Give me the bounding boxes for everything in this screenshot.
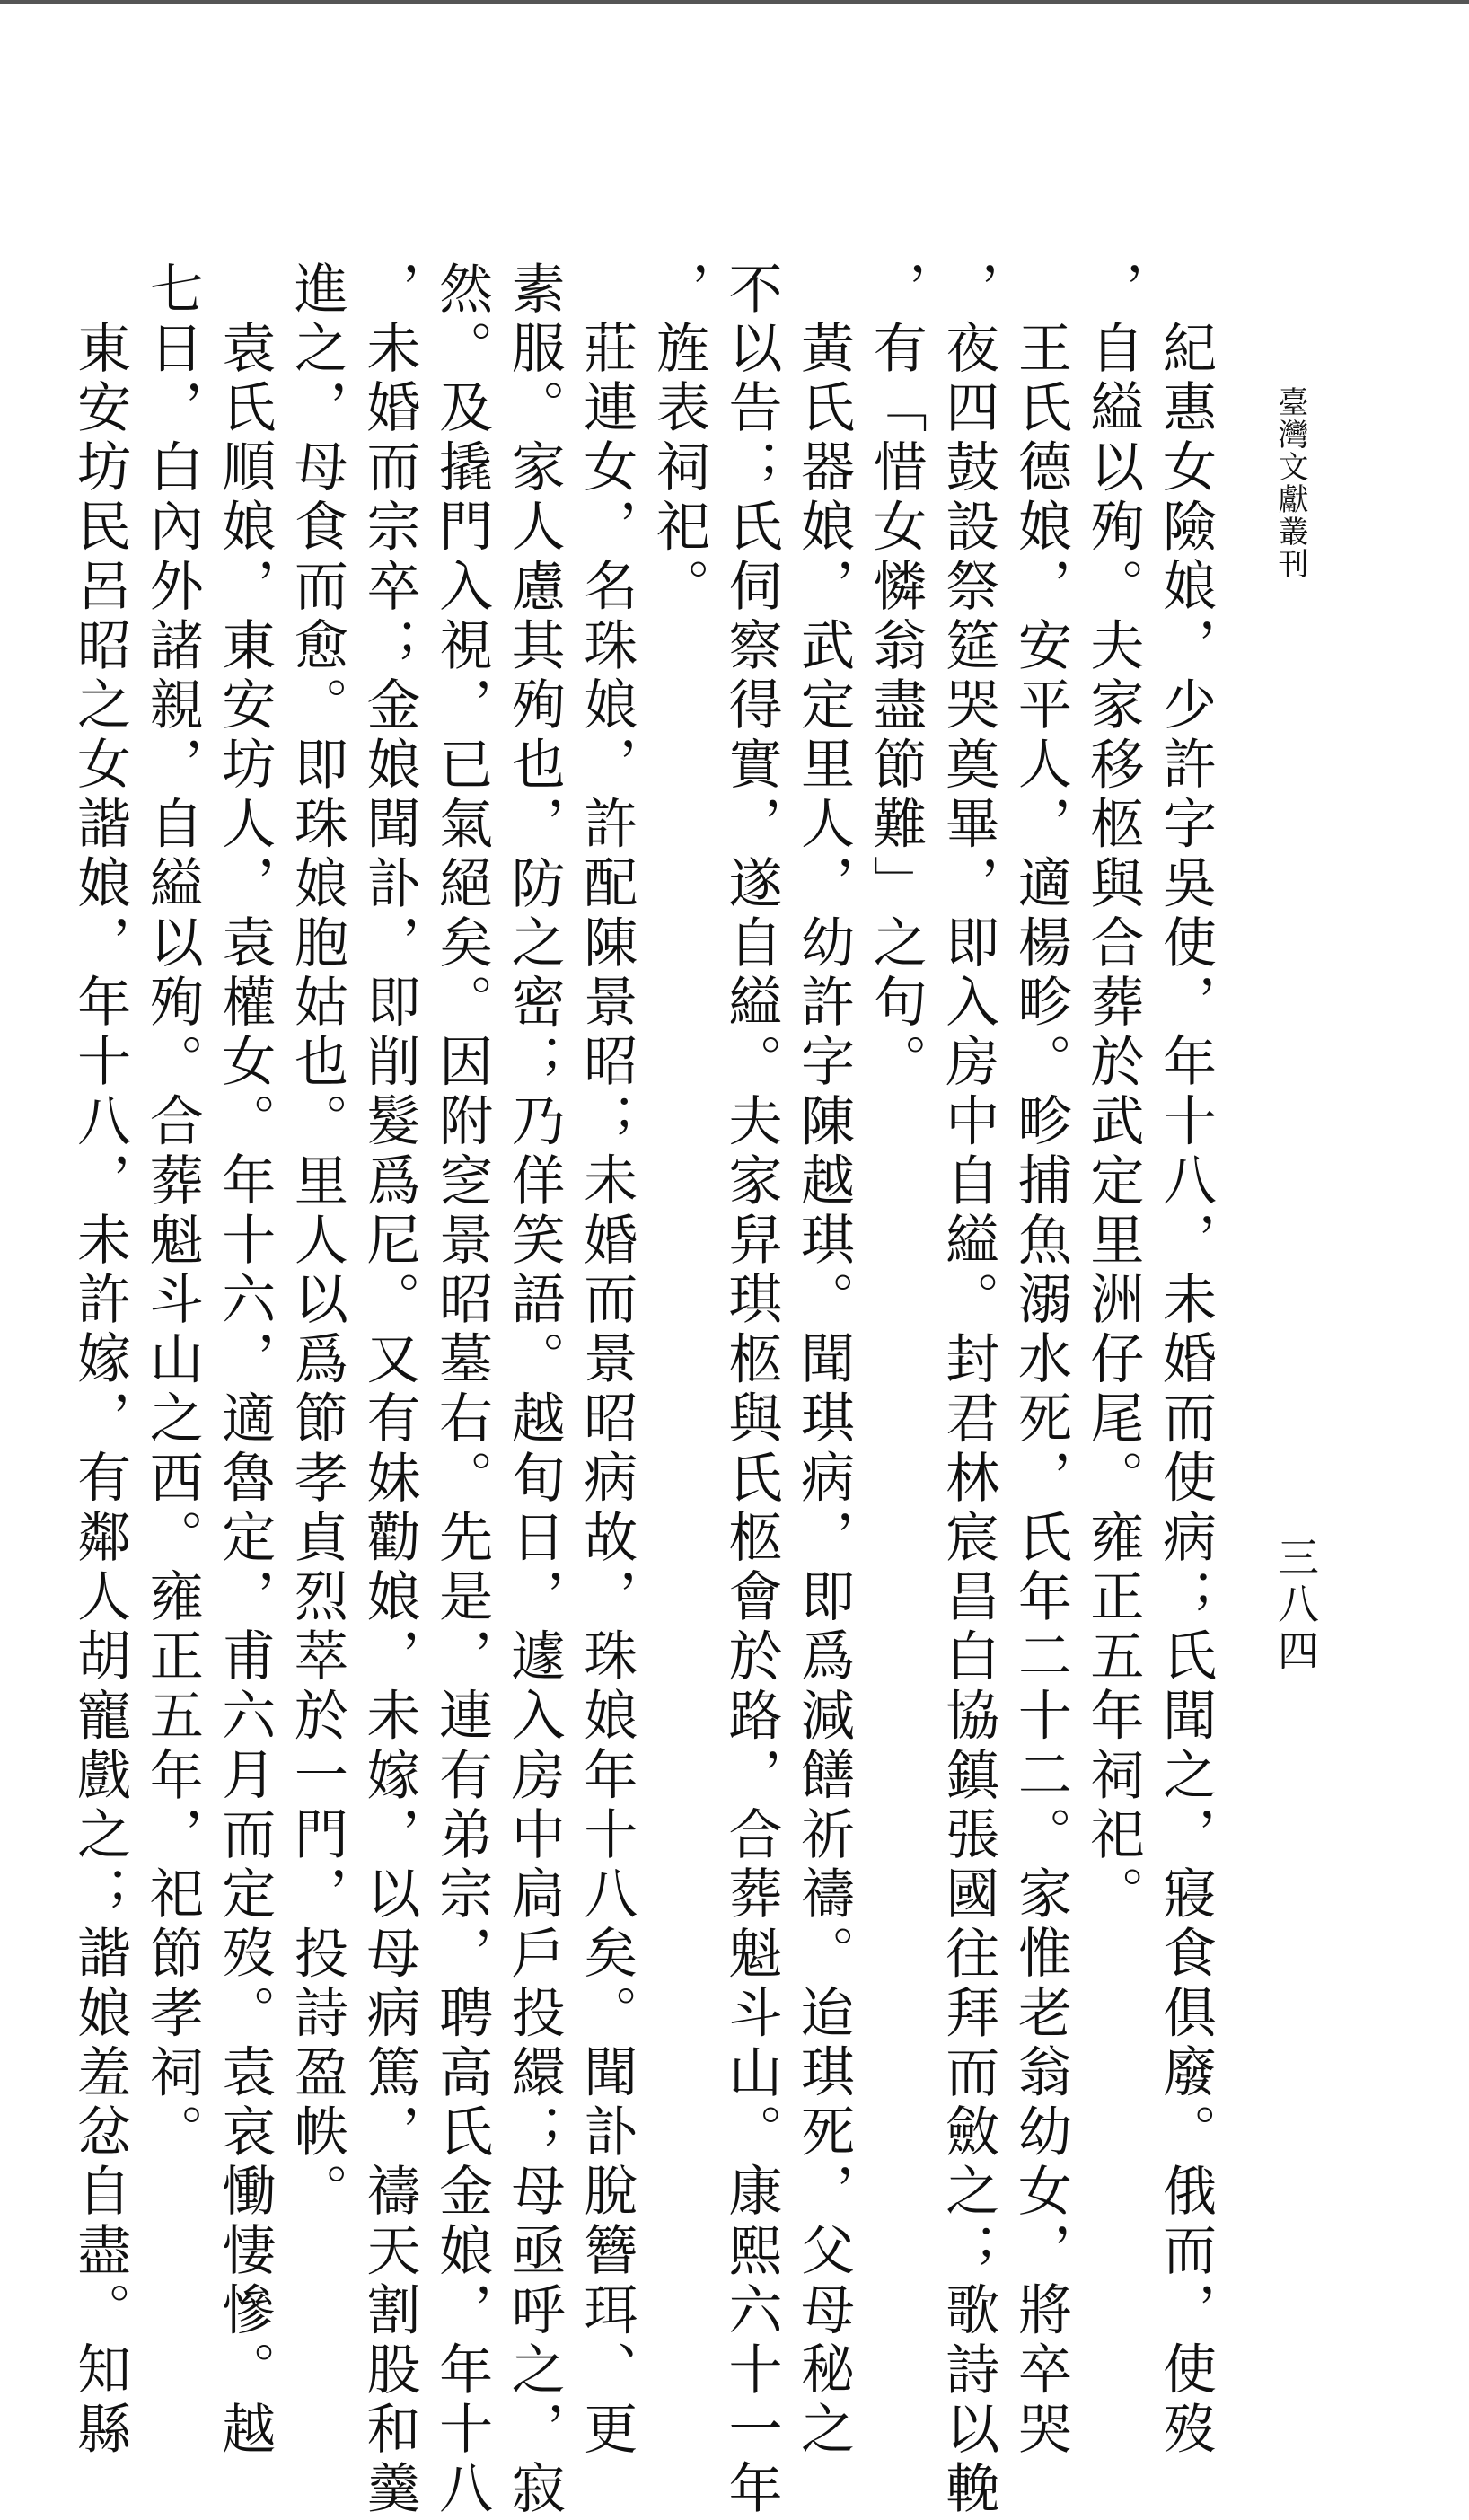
text-column: ，夜四鼓設祭筵哭奠畢，即入房中自縊。封君林宸昌白協鎮張國往拜而斂之；歌詩以輓: [937, 260, 1000, 2520]
text-column: 然。及撬門入視，已氣絕矣。因附窆景昭墓右。先是，連有弟宗，聘高氏金娘，年十八: [430, 260, 494, 2520]
text-column: 黃氏器娘，武定里人，幼許字陳越琪。聞琪病，即爲減饍祈禱。迨琪死，父母秘之: [792, 320, 856, 2461]
running-title: 臺灣文獻叢刊: [1272, 386, 1308, 580]
page-number: 三八四: [1271, 1536, 1320, 1676]
text-column: 紀惠女險娘，少許字吳使，年十八，未婚而使病；氏聞之，寢食俱廢。俄而，使歿: [1154, 320, 1217, 2461]
text-column: ，自縊以殉。夫家移柩與合葬於武定里洲仔尾。雍正五年祠祀。: [1081, 260, 1145, 1925]
text-column: 素服。家人慮其殉也，防之密；乃佯笑語。越旬日，遽入房中扃戶投繯；母亟呼之，寂: [502, 260, 566, 2520]
text-column: 東安坊民呂昭之女諧娘，年十八，未許嫁，有鄰人胡寵戲之；諧娘羞忿自盡。知縣: [68, 320, 132, 2461]
text-column: 進之，母食而愈。即珠娘胞姑也。里人以爲節孝貞烈萃於一門，投詩盈帙。: [285, 260, 348, 2223]
text-column: ，有「惜女憐翁盡節難」之句。: [864, 260, 928, 1093]
text-column: ，未婚而宗卒；金娘聞訃，即削髮爲尼。又有妹勸娘，未嫁，以母病篤，禱天割股和羹: [357, 260, 421, 2520]
text-column: 不以告；氏伺察得實，遂自縊。夫家舁琪柩與氏柩會於路，合葬魁斗山。康熙六十一年: [719, 260, 783, 2520]
text-column: 莊連女，名珠娘，許配陳景昭；未婚而景昭病故，珠娘年十八矣。聞訃脫簪珥、更: [575, 320, 638, 2461]
text-column: 七日，白內外諸親，自縊以殉。合葬魁斗山之西。雍正五年，祀節孝祠。: [140, 260, 204, 2163]
text-column: 王氏德娘，安平人，適楊畛。畛捕魚溺水死，氏年二十二。家惟老翁幼女，將卒哭: [1008, 320, 1072, 2461]
page-top-border: [0, 0, 1469, 4]
body-text: [68, 260, 1221, 2520]
text-column: ，旌表祠祀。: [647, 260, 710, 618]
text-column: 袁氏順娘，東安坊人，袁權女。年十六，適魯定，甫六月而定歿。袁哀慟悽慘。越: [213, 320, 277, 2461]
